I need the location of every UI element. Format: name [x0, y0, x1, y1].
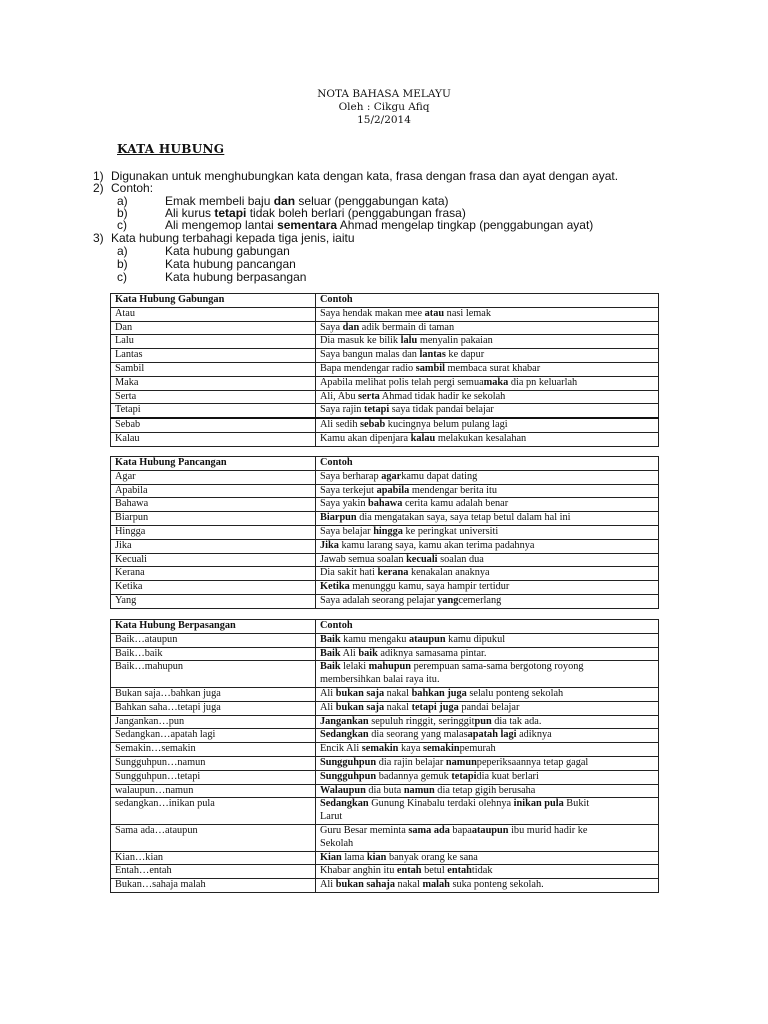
cell-kata-hubung: Kerana: [111, 567, 316, 581]
item-letter: c): [117, 218, 127, 232]
table-row: [111, 498, 659, 512]
cell-contoh: Saya berharap agarkamu dapat dating: [316, 470, 659, 484]
table-row: [111, 418, 659, 432]
cell-contoh: Saya belajar hingga ke peringkat universiti: [316, 525, 659, 539]
cell-contoh: Ali sedih sebab kucingnya belum pulang lagi: [316, 418, 659, 432]
cell-contoh: Ketika menunggu kamu, saya hampir tertidur: [316, 581, 659, 595]
cell-kata-hubung: Maka: [111, 376, 316, 390]
item-text: Emak membeli baju dan seluar (penggabungan kata): [165, 194, 449, 208]
cell-contoh: Dia masuk ke bilik lalu menyalin pakaian: [316, 335, 659, 349]
table-row: [111, 581, 659, 595]
cell-kata-hubung: Tetapi: [111, 404, 316, 418]
table-kata-hubung-berpasangan: [110, 619, 659, 893]
cell-kata-hubung: Apabila: [111, 484, 316, 498]
cell-contoh: Jawab semua soalan kecuali soalan dua: [316, 553, 659, 567]
cell-contoh: Sungguhpun dia rajin belajar namunpeperiksaannya tetap gagal: [316, 756, 659, 770]
table-row: [111, 851, 659, 865]
cell-contoh: Sedangkan dia seorang yang malasapatah lagi adiknya: [316, 729, 659, 743]
table-kata-hubung-gabungan: [110, 293, 659, 447]
table-row: [111, 512, 659, 526]
table-row: [111, 484, 659, 498]
cell-contoh: Jika kamu larang saya, kamu akan terima padahnya: [316, 539, 659, 553]
cell-contoh: Khabar anghin itu entah betul entahtidak: [316, 865, 659, 879]
cell-contoh: Baik lelaki mahupun perempuan sama-sama bergotong royong membersihkan balai raya itu.: [316, 661, 659, 688]
cell-contoh: Ali, Abu serta Ahmad tidak hadir ke sekolah: [316, 390, 659, 404]
table-row: [111, 349, 659, 363]
cell-kata-hubung: sedangkan…inikan pula: [111, 798, 316, 825]
cell-kata-hubung: Kian…kian: [111, 851, 316, 865]
cell-kata-hubung: Bukan…sahaja malah: [111, 879, 316, 893]
cell-contoh: Jangankan sepuluh ringgit, seringgitpun dia tak ada.: [316, 715, 659, 729]
item-letter: a): [117, 244, 128, 258]
document-title: NOTA BAHASA MELAYU: [317, 88, 451, 100]
cell-kata-hubung: Baik…mahupun: [111, 661, 316, 688]
document-author: Oleh : Cikgu Afiq: [338, 101, 430, 113]
cell-kata-hubung: Sungguhpun…tetapi: [111, 770, 316, 784]
cell-kata-hubung: Entah…entah: [111, 865, 316, 879]
cell-contoh: Saya terkejut apabila mendengar berita itu: [316, 484, 659, 498]
cell-contoh: Biarpun dia mengatakan saya, saya tetap betul dalam hal ini: [316, 512, 659, 526]
cell-kata-hubung: Lantas: [111, 349, 316, 363]
header-contoh: Contoh: [316, 457, 659, 471]
cell-contoh: Apabila melihat polis telah pergi semuamaka dia pn keluarlah: [316, 376, 659, 390]
item-text: Ali kurus tetapi tidak boleh berlari (penggabungan frasa): [165, 206, 466, 220]
item-letter: b): [117, 257, 128, 271]
item-text: Ali mengemop lantai sementara Ahmad mengelap tingkap (penggabungan ayat): [165, 218, 594, 232]
item-letter: b): [117, 206, 128, 220]
cell-kata-hubung: Atau: [111, 307, 316, 321]
cell-contoh: Saya rajin tetapi saya tidak pandai belajar: [316, 404, 659, 418]
cell-contoh: Baik Ali baik adiknya samasama pintar.: [316, 647, 659, 661]
cell-contoh: Kamu akan dipenjara kalau melakukan kesalahan: [316, 432, 659, 446]
cell-kata-hubung: Lalu: [111, 335, 316, 349]
table-row: [111, 362, 659, 376]
cell-contoh: Sungguhpun badannya gemuk tetapidia kuat berlari: [316, 770, 659, 784]
item-text: Kata hubung pancangan: [165, 257, 296, 271]
cell-kata-hubung: Hingga: [111, 525, 316, 539]
cell-kata-hubung: walaupun…namun: [111, 784, 316, 798]
cell-contoh: Saya bangun malas dan lantas ke dapur: [316, 349, 659, 363]
point-text: Digunakan untuk menghubungkan kata dengan kata, frasa dengan frasa dan ayat dengan ayat.: [111, 169, 619, 183]
table-row: [111, 743, 659, 757]
header-contoh: Contoh: [316, 620, 659, 634]
header-kata-hubung: Kata Hubung Berpasangan: [111, 620, 316, 634]
table-row: [111, 770, 659, 784]
cell-kata-hubung: Bukan saja…bahkan juga: [111, 687, 316, 701]
table-row: [111, 594, 659, 608]
cell-kata-hubung: Sama ada…ataupun: [111, 824, 316, 851]
table-row: [111, 553, 659, 567]
cell-kata-hubung: Kalau: [111, 432, 316, 446]
document-date: 15/2/2014: [357, 114, 411, 126]
table-row: [111, 756, 659, 770]
item-text: Kata hubung berpasangan: [165, 270, 307, 284]
cell-kata-hubung: Dan: [111, 321, 316, 335]
table-row: [111, 647, 659, 661]
table-row: [111, 539, 659, 553]
item-letter: c): [117, 270, 127, 284]
cell-contoh: Sedangkan Gunung Kinabalu terdaki olehnya inikan pula Bukit Larut: [316, 798, 659, 825]
cell-kata-hubung: Bahawa: [111, 498, 316, 512]
item-text: Kata hubung gabungan: [165, 244, 290, 258]
point-number: 3): [93, 231, 104, 245]
table-row: [111, 432, 659, 446]
header-contoh: Contoh: [316, 294, 659, 308]
cell-kata-hubung: Sungguhpun…namun: [111, 756, 316, 770]
table-row: [111, 321, 659, 335]
table-row: [111, 470, 659, 484]
table-row: [111, 633, 659, 647]
cell-contoh: Saya hendak makan mee atau nasi lemak: [316, 307, 659, 321]
cell-kata-hubung: Sambil: [111, 362, 316, 376]
cell-contoh: Bapa mendengar radio sambil membaca surat khabar: [316, 362, 659, 376]
header-kata-hubung: Kata Hubung Gabungan: [111, 294, 316, 308]
cell-contoh: Ali bukan saja nakal bahkan juga selalu ponteng sekolah: [316, 687, 659, 701]
table-row: [111, 879, 659, 893]
cell-kata-hubung: Sedangkan…apatah lagi: [111, 729, 316, 743]
cell-kata-hubung: Biarpun: [111, 512, 316, 526]
table-row: [111, 404, 659, 418]
cell-contoh: Walaupun dia buta namun dia tetap gigih berusaha: [316, 784, 659, 798]
cell-contoh: Ali bukan saja nakal tetapi juga pandai belajar: [316, 701, 659, 715]
cell-kata-hubung: Agar: [111, 470, 316, 484]
cell-contoh: Baik kamu mengaku ataupun kamu dipukul: [316, 633, 659, 647]
table-kata-hubung-pancangan: [110, 456, 659, 609]
table-row: [111, 376, 659, 390]
table-header-row: [111, 620, 659, 634]
table-row: [111, 335, 659, 349]
cell-contoh: Saya yakin bahawa cerita kamu adalah benar: [316, 498, 659, 512]
point-text: Kata hubung terbahagi kepada tiga jenis, iaitu: [111, 231, 355, 245]
cell-contoh: Encik Ali semakin kaya semakinpemurah: [316, 743, 659, 757]
point-text: Contoh:: [111, 181, 154, 195]
table-row: [111, 307, 659, 321]
cell-kata-hubung: Serta: [111, 390, 316, 404]
cell-contoh: Ali bukan sahaja nakal malah suka ponteng sekolah.: [316, 879, 659, 893]
cell-contoh: Saya adalah seorang pelajar yangcemerlang: [316, 594, 659, 608]
table-row: [111, 701, 659, 715]
table-row: [111, 661, 659, 688]
cell-kata-hubung: Yang: [111, 594, 316, 608]
table-row: [111, 715, 659, 729]
table-row: [111, 865, 659, 879]
cell-contoh: Guru Besar meminta sama ada bapaataupun ibu murid hadir ke Sekolah: [316, 824, 659, 851]
table-row: [111, 729, 659, 743]
cell-kata-hubung: Jangankan…pun: [111, 715, 316, 729]
cell-contoh: Kian lama kian banyak orang ke sana: [316, 851, 659, 865]
table-row: [111, 824, 659, 851]
cell-kata-hubung: Ketika: [111, 581, 316, 595]
table-row: [111, 784, 659, 798]
cell-kata-hubung: Kecuali: [111, 553, 316, 567]
table-row: [111, 798, 659, 825]
section-title: KATA HUBUNG: [117, 142, 225, 156]
cell-contoh: Saya dan adik bermain di taman: [316, 321, 659, 335]
point-number: 2): [93, 181, 104, 195]
cell-kata-hubung: Jika: [111, 539, 316, 553]
cell-kata-hubung: Baik…baik: [111, 647, 316, 661]
table-header-row: [111, 457, 659, 471]
table-row: [111, 525, 659, 539]
table-row: [111, 567, 659, 581]
cell-kata-hubung: Semakin…semakin: [111, 743, 316, 757]
cell-kata-hubung: Bahkan saha…tetapi juga: [111, 701, 316, 715]
cell-kata-hubung: Sebab: [111, 418, 316, 432]
header-kata-hubung: Kata Hubung Pancangan: [111, 457, 316, 471]
cell-kata-hubung: Baik…ataupun: [111, 633, 316, 647]
table-row: [111, 687, 659, 701]
table-header-row: [111, 294, 659, 308]
item-letter: a): [117, 194, 128, 208]
cell-contoh: Dia sakit hati kerana kenakalan anaknya: [316, 567, 659, 581]
table-row: [111, 390, 659, 404]
point-number: 1): [93, 169, 104, 183]
